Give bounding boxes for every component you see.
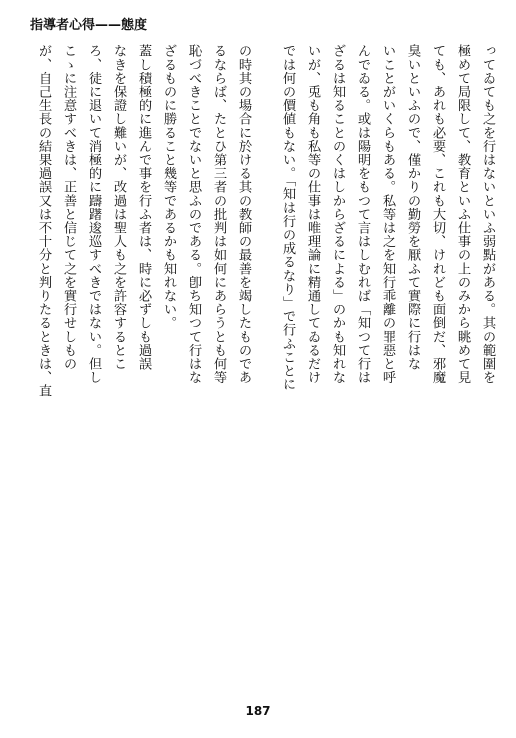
text-column (274, 44, 275, 689)
text-column: 極めて局限して、教育といふ仕事の上のみから眺めて見 (455, 44, 470, 384)
text-column: こゝに注意すべきは、正善と信じて之を實行せしもの (61, 44, 76, 371)
text-column: では何の價値もない。「知は行の成るなり」で行ふことに (280, 44, 295, 391)
running-header: 指導者心得——態度 (30, 18, 148, 33)
text-column: るならば、たとひ第三者の批判は如何にあらうとも何等 (211, 44, 226, 384)
text-column: の時其の場合に於ける其の教師の最善を竭したものであ (236, 44, 251, 384)
text-column: ろ、徒に退いて消極的に躊躇逡巡すべきではない。但し (86, 44, 101, 384)
left-page-text (30, 44, 256, 689)
text-column: なきを保證し難いが、改過は聖人も之を許容するとこ (111, 44, 126, 371)
text-column: 臭いといふので、僅かりの勤勞を厭ふて實際に行はな (405, 44, 420, 371)
text-column: ざるは知ることのくはしからざるによる」のかも知れな (330, 44, 345, 384)
text-column (30, 44, 31, 689)
text-column: 恥づべきことでないと思ふのである。卽ち知つて行はな (186, 44, 201, 384)
right-page-text (274, 44, 500, 689)
text-column: が、自己生長の結果過誤又は不十分と判りたるときは、直 (36, 44, 51, 398)
text-column: いが、兎も角も私等の仕事は唯理論に精通してゐるだけ (305, 44, 320, 384)
text-column: ってゐても之を行はないといふ弱點がある。其の範圍を (480, 44, 495, 384)
text-column: ても、あれも必要、これも大切、けれども面倒だ、邪魔 (430, 44, 445, 384)
text-column: ざるものに勝ること幾等であるかも知れない。 (161, 44, 176, 330)
text-column: いことがいくらもある。私等は之を知行乖離の罪惡と呼 (380, 44, 395, 384)
page-number: 187 (245, 704, 271, 718)
text-column: んでゐる。或は陽明をもつて言はしむれば「知つて行は (355, 44, 370, 384)
text-column: 蓋し積極的に進んで事を行ふ者は、時に必ずしも過誤 (136, 44, 151, 371)
